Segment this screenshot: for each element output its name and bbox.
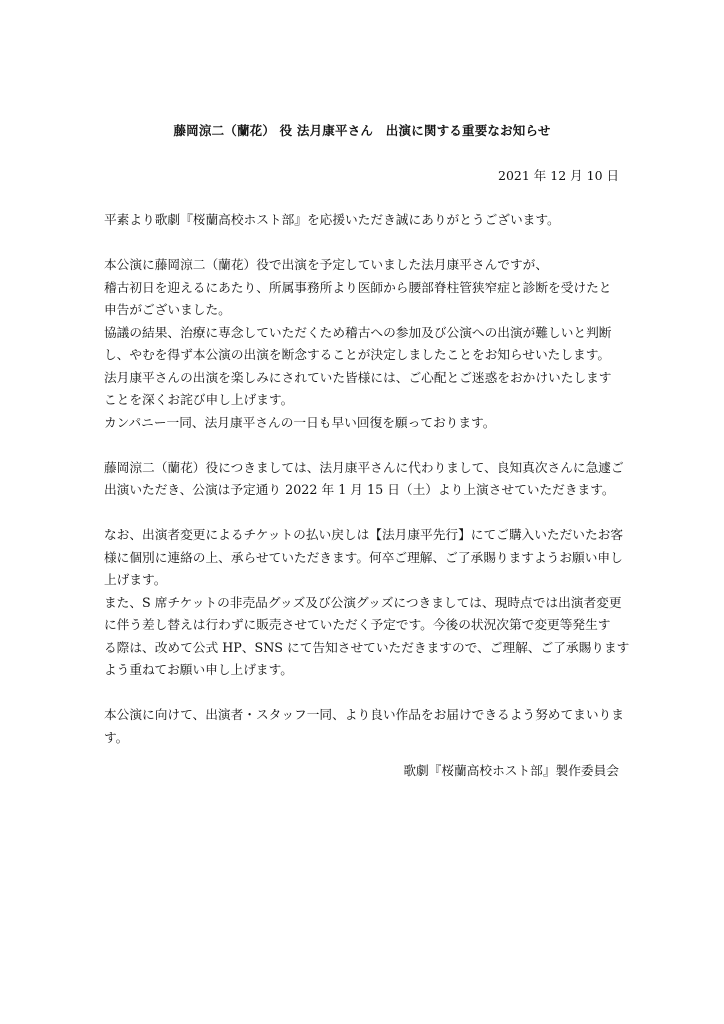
text-line: なお、出演者変更によるチケットの払い戻しは【法月康平先行】にてご購入いただいたお客 xyxy=(104,527,624,542)
document-date: 2021 年 12 月 10 日 xyxy=(498,168,619,183)
text-line: カンパニー一同、法月康平さんの一日も早い回復を願っております。 xyxy=(104,414,496,430)
paragraph-gap xyxy=(104,434,624,457)
document-signature: 歌劇『桜蘭高校ホスト部』製作委員会 xyxy=(403,763,619,778)
text-line: る際は、改めて公式 HP、SNS にて告知させていただきますので、ご理解、ご了承賜ります xyxy=(104,639,630,655)
paragraph-announcement xyxy=(104,254,624,434)
paragraph-greeting xyxy=(104,209,624,232)
text-line: に伴う差し替えは行わずに販売させていただく予定です。今後の状況次第で変更等発生す xyxy=(104,617,611,632)
text-line: ことを深くお詫び申し上げます。 xyxy=(104,392,294,407)
text-line: 藤岡涼二（蘭花）役につきましては、法月康平さんに代わりまして、良知真次さんに急遽ご xyxy=(104,459,624,475)
text-line: また、S 席チケットの非売品グッズ及び公演グッズにつきましては、現時点では出演者変更 xyxy=(104,594,622,610)
text-line: よう重ねてお願い申し上げます。 xyxy=(104,662,293,677)
text-line: 様に個別に連絡の上、承らせていただきます。何卒ご理解、ご了承賜りますようお願い申し xyxy=(104,549,623,565)
text-line: 本公演に藤岡涼二（蘭花）役で出演を予定していました法月康平さんですが、 xyxy=(104,257,549,272)
document-title: 藤岡涼二（蘭花） 役 法月康平さん 出演に関する重要なお知らせ xyxy=(173,123,551,138)
paragraph-gap xyxy=(104,682,624,705)
document-body xyxy=(104,209,630,749)
paragraph-gap xyxy=(104,502,624,525)
text-line: 上げます。 xyxy=(104,572,167,587)
text-line: し、やむを得ず本公演の出演を断念することが決定しましたことをお知らせいたします。 xyxy=(104,347,611,362)
paragraph-gap xyxy=(104,232,624,255)
text-line: 本公演に向けて、出演者・スタッフ一同、より良い作品をお届けできるよう努めてまいりま xyxy=(104,707,624,722)
text-line: 法月康平さんの出演を楽しみにされていた皆様には、ご心配とご迷惑をおかけいたします xyxy=(104,369,612,385)
text-line: 稽古初日を迎えるにあたり、所属事務所より医師から腰部脊柱管狭窄症と診断を受けたと xyxy=(104,279,612,295)
text-line: 協議の結果、治療に専念していただくため稽古への参加及び公演への出演が難しいと判断 xyxy=(104,324,612,340)
paragraph-refund xyxy=(104,524,630,682)
paragraph-closing xyxy=(104,704,624,749)
text-line: 申告がございました。 xyxy=(104,302,231,317)
text-line: 平素より歌劇『桜蘭高校ホスト部』を応援いただき誠にありがとうございます。 xyxy=(104,212,560,227)
paragraph-replacement xyxy=(104,457,624,502)
text-line: 出演いただき、公演は予定通り 2022 年 1 月 15 日（土）より上演させていただきます。 xyxy=(104,482,615,497)
text-line: す。 xyxy=(104,729,129,745)
